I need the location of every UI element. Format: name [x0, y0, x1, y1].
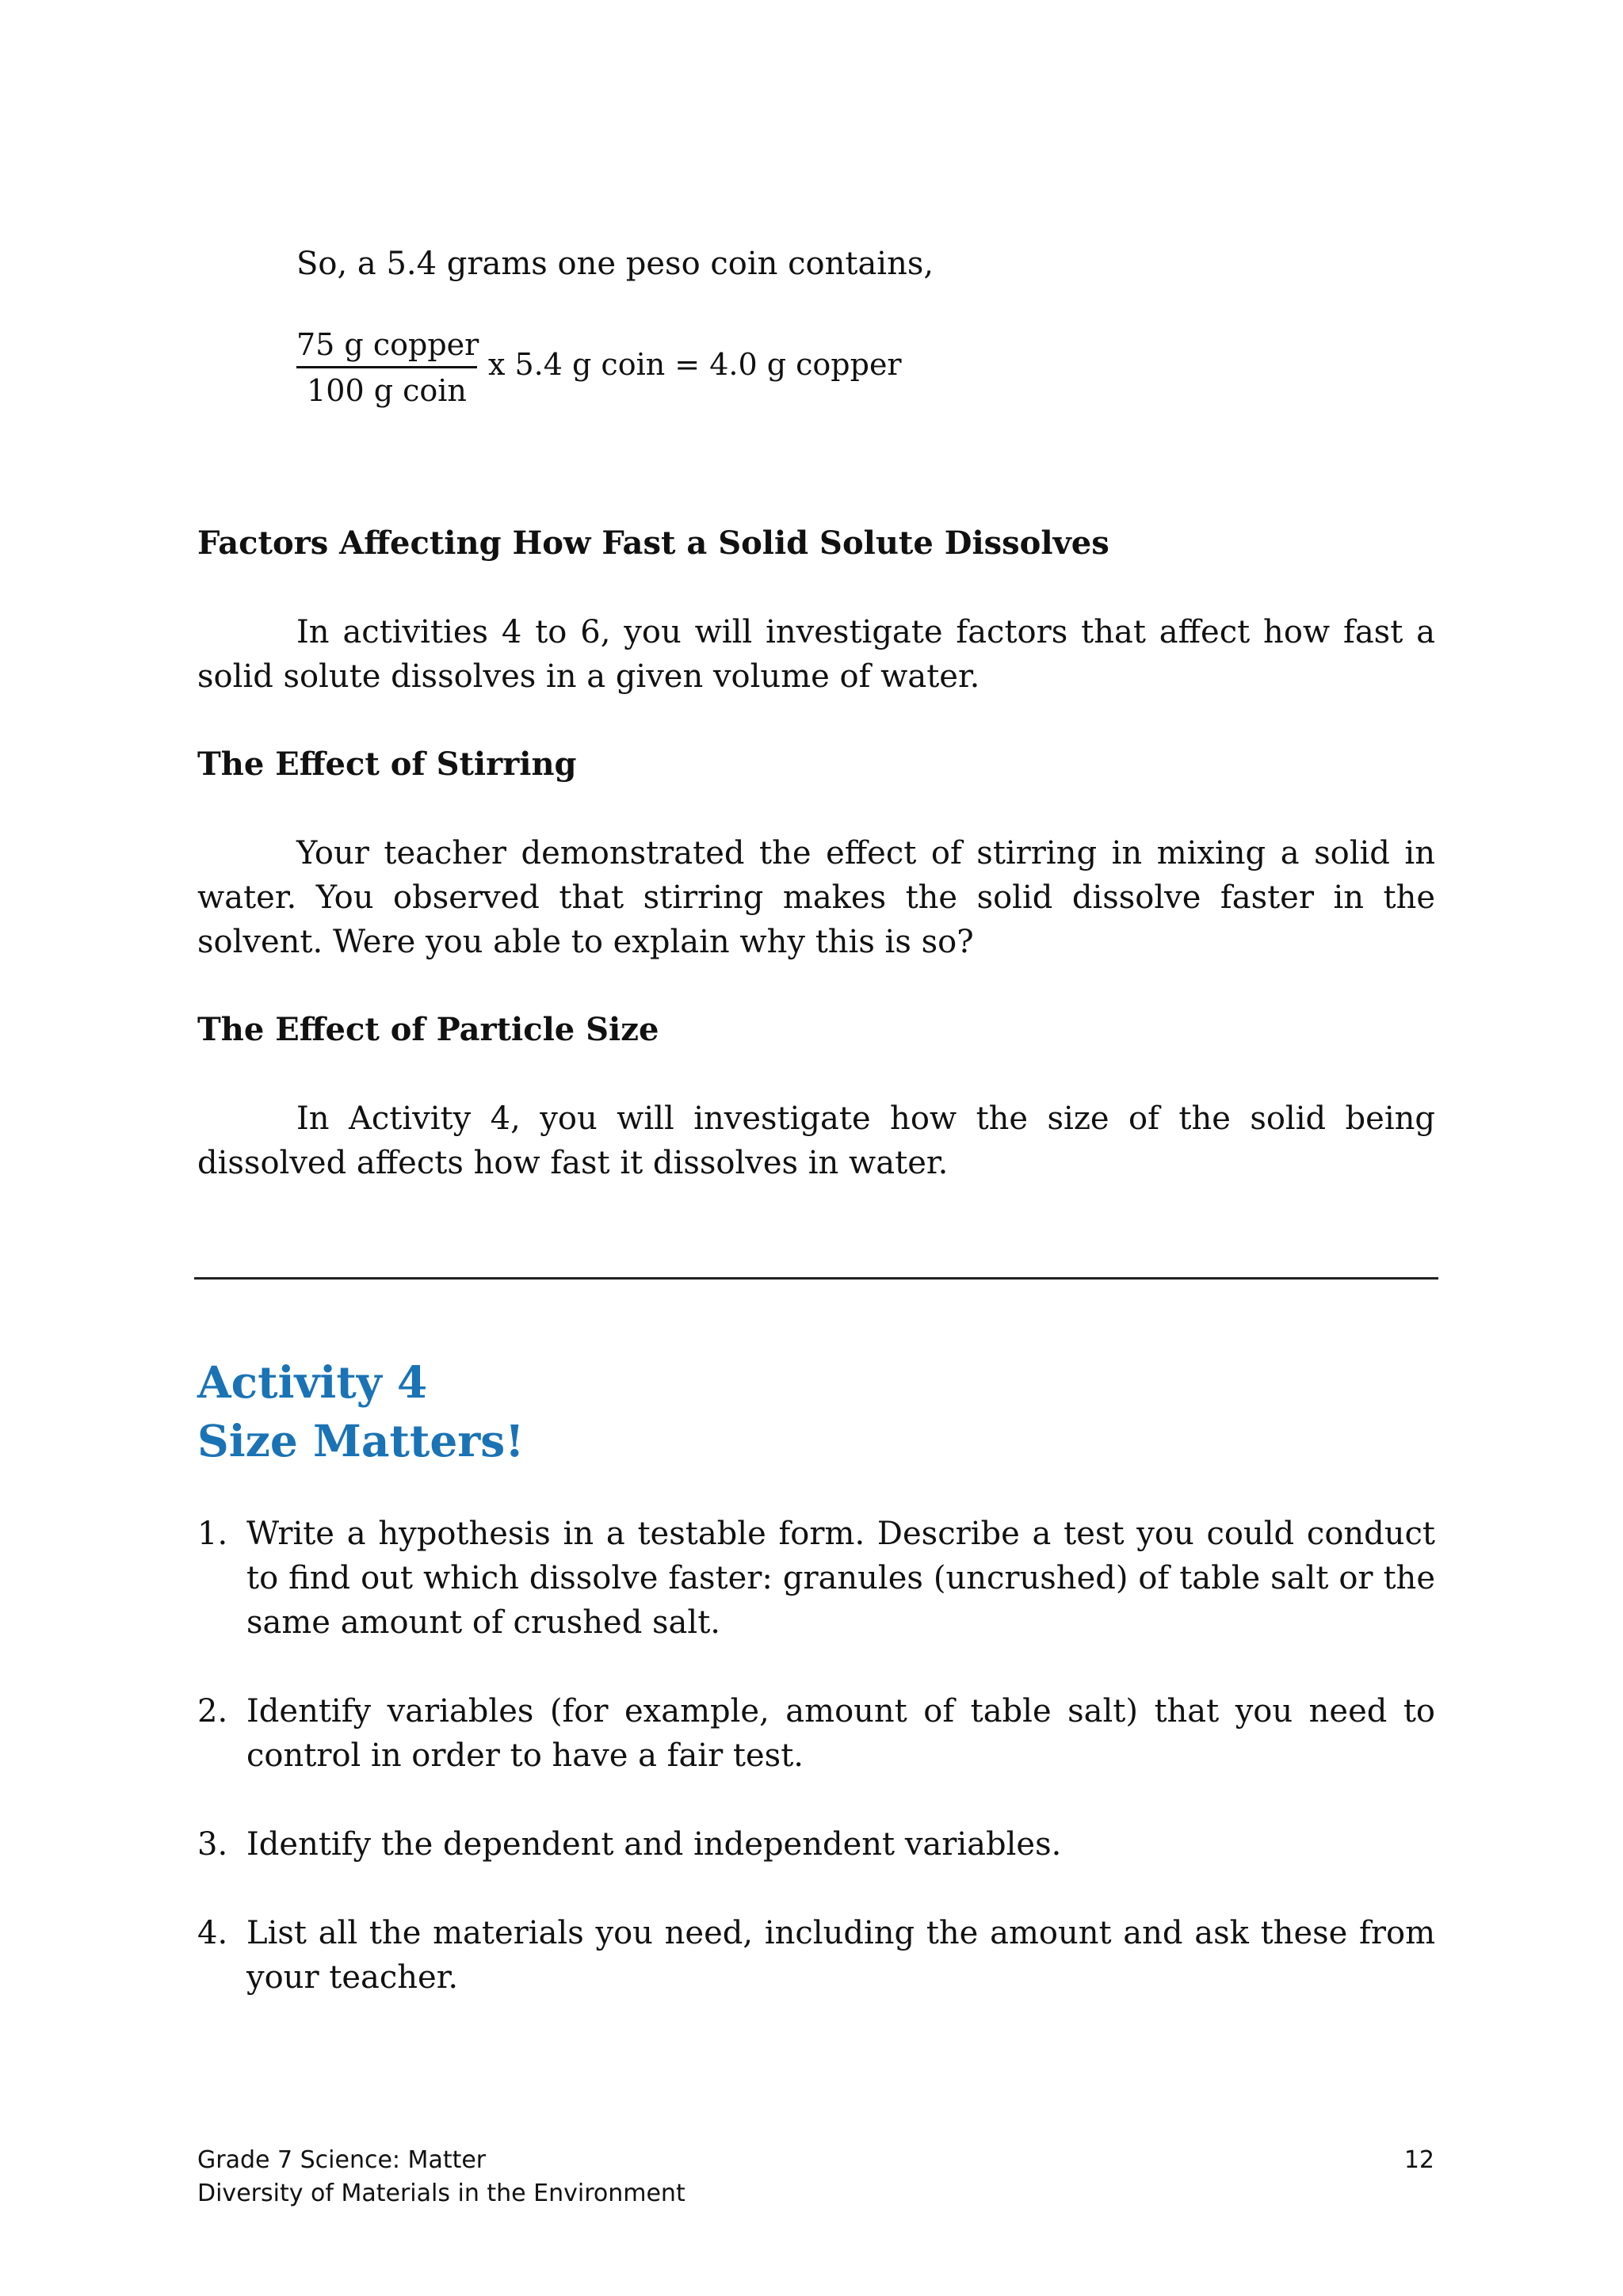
section-paragraph-factors: In activities 4 to 6, you will investigate factors that affect how fast a solid solute dissolves in a given volume of water. — [197, 614, 1435, 695]
step-text: List all the materials you need, including the amount and ask these from your teacher. — [246, 1915, 1435, 1996]
fraction-denominator: 100 g coin — [307, 373, 467, 408]
step-text: Identify the dependent and independent variables. — [246, 1826, 1062, 1863]
step-number: 2. — [197, 1693, 228, 1730]
section-paragraph-stirring: Your teacher demonstrated the effect of stirring in mixing a solid in water. You observed that stirring makes the solid dissolve faster in the solvent. Were you able to explain why this is so? — [197, 835, 1435, 960]
step-text: Identify variables (for example, amount of table salt) that you need to control in order to have a fair test. — [246, 1693, 1435, 1774]
fraction — [296, 325, 477, 410]
page-number: 12 — [1403, 2146, 1434, 2174]
activity-step — [197, 1512, 1435, 1645]
activity-step — [197, 1822, 1435, 1867]
step-number: 4. — [197, 1915, 228, 1951]
fraction-numerator: 75 g copper — [296, 327, 479, 362]
page-footer — [197, 2144, 685, 2210]
fraction-bar — [296, 366, 477, 368]
section-paragraph-particle-size: In Activity 4, you will investigate how the size of the solid being dissolved affects how fast it dissolves in water. — [197, 1100, 1435, 1181]
step-number: 1. — [197, 1516, 228, 1552]
section-divider — [194, 1277, 1438, 1280]
section-heading-stirring: The Effect of Stirring — [197, 746, 577, 783]
step-text: Write a hypothesis in a testable form. Describe a test you could conduct to find out which dissolve faster: granules (uncrushed) of table salt or the same amount of crushed salt. — [246, 1516, 1435, 1641]
step-number: 3. — [197, 1826, 228, 1863]
footer-course: Grade 7 Science: Matter — [197, 2146, 487, 2174]
section-heading-particle-size: The Effect of Particle Size — [197, 1011, 659, 1048]
section-heading-factors: Factors Affecting How Fast a Solid Solute Dissolves — [197, 524, 1109, 562]
activity-steps — [197, 1512, 1435, 2044]
activity-step — [197, 1689, 1435, 1778]
calculation-rest: x 5.4 g coin = 4.0 g copper — [488, 347, 902, 382]
activity-title: Size Matters! — [197, 1415, 525, 1466]
activity-step — [197, 1911, 1435, 2000]
intro-line: So, a 5.4 grams one peso coin contains, — [296, 246, 934, 282]
activity-number: Activity 4 — [197, 1356, 428, 1408]
activity-heading — [197, 1353, 524, 1470]
footer-module: Diversity of Materials in the Environment — [197, 2180, 685, 2207]
